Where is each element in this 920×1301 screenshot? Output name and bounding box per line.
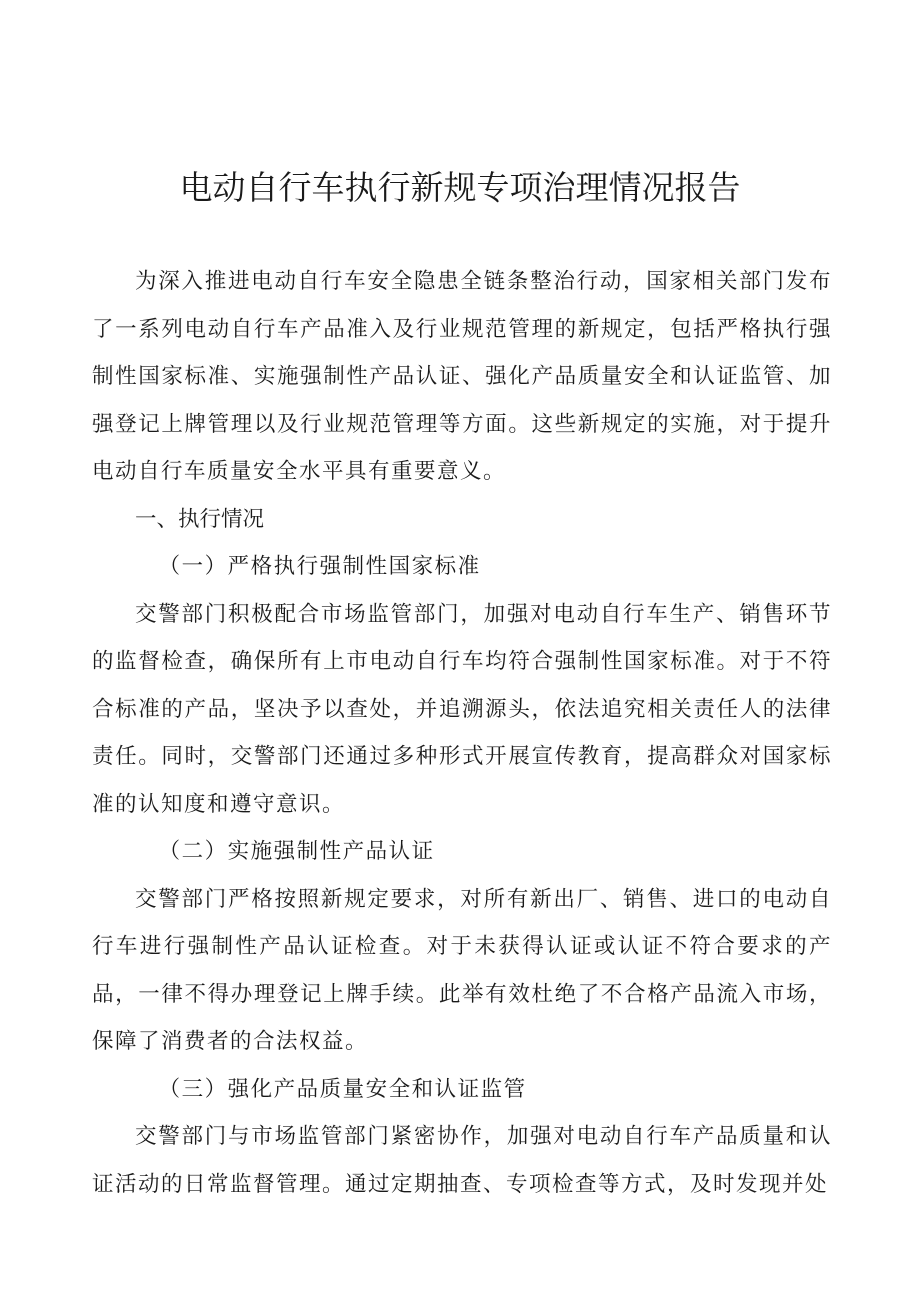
subsection-heading-supervision: （三）强化产品质量安全和认证监管 (158, 1076, 527, 1102)
paragraph-certification: 交警部门严格按照新规定要求，对所有新出厂、销售、进口的电动自行车进行强制性产品认证检查。对于未获得认证或认证不符合要求的产品，一律不得办理登记上牌手续。此举有效杜绝了不合格产品流入市场，保障了消费者的合法权益。 (92, 886, 832, 1054)
paragraph-supervision: 交警部门与市场监管部门紧密协作，加强对电动自行车产品质量和认证活动的日常监督管理。通过定期抽查、专项检查等方式，及时发现并处 (92, 1124, 832, 1197)
intro-paragraph: 为深入推进电动自行车安全隐患全链条整治行动，国家相关部门发布了一系列电动自行车产品准入及行业规范管理的新规定，包括严格执行强制性国家标准、实施强制性产品认证、强化产品质量安全和认证监管、加强登记上牌管理以及行业规范管理等方面。这些新规定的实施，对于提升电动自行车质量安全水平具有重要意义。 (92, 269, 832, 484)
document-title: 电动自行车执行新规专项治理情况报告 (179, 168, 741, 207)
subsection-heading-standards: （一）严格执行强制性国家标准 (158, 554, 481, 579)
paragraph-standards: 交警部门积极配合市场监管部门，加强对电动自行车生产、销售环节的监督检查，确保所有上市电动自行车均符合强制性国家标准。对于不符合标准的产品，坚决予以查处，并追溯源头，依法追究相关责任人的法律责任。同时，交警部门还通过多种形式开展宣传教育，提高群众对国家标准的认知度和遵守意识。 (92, 601, 832, 817)
section-heading-execution: 一、执行情况 (135, 506, 265, 532)
subsection-heading-certification: （二）实施强制性产品认证 (158, 839, 435, 864)
document-body (92, 258, 832, 1208)
